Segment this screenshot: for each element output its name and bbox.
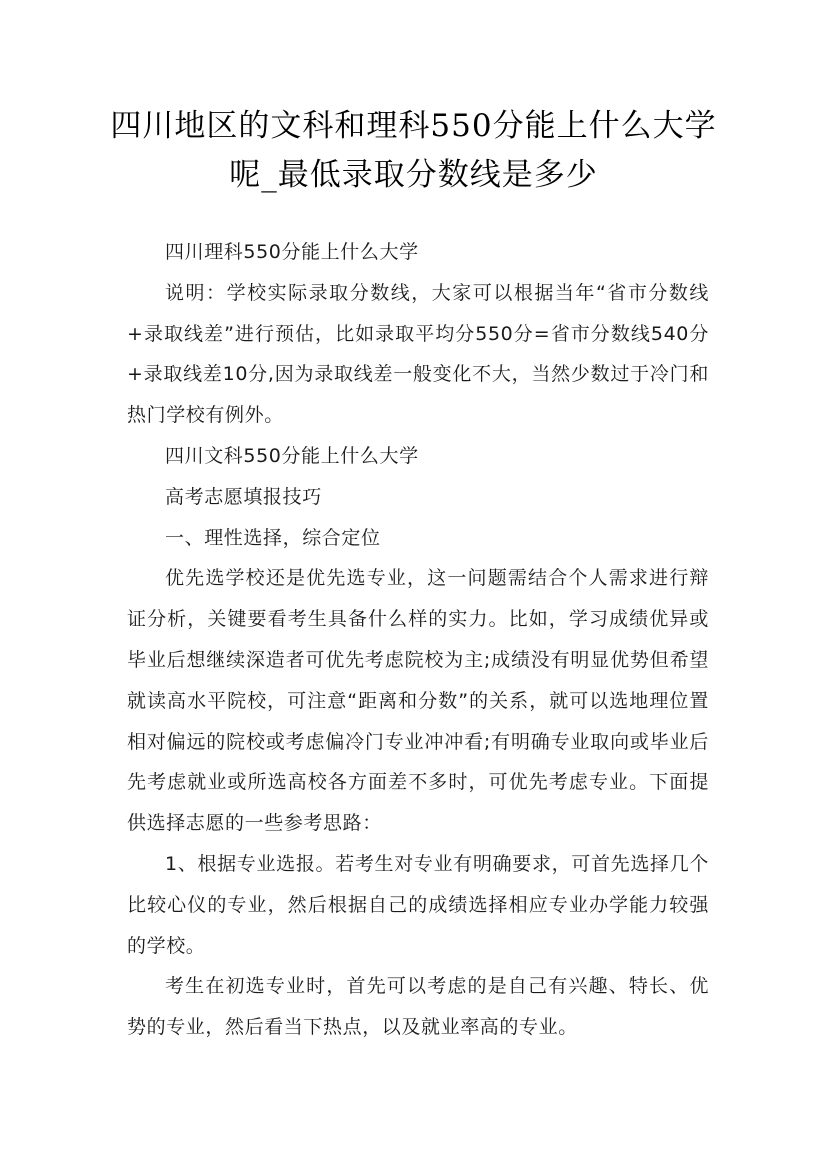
paragraph-explanation: 说明：学校实际录取分数线，大家可以根据当年“省市分数线+录取线差”进行预估，比如录取平均分550分=省市分数线540分+录取线差10分,因为录取线差一般变化不大，当然少数过于冷门和热门学校有例外。 <box>127 281 709 427</box>
document-title: 四川地区的文科和理科550分能上什么大学呢_最低录取分数线是多少 <box>110 108 717 193</box>
document-body <box>127 232 709 1048</box>
section-heading-science: 四川理科550分能上什么大学 <box>165 241 419 263</box>
paragraph-choose-by-major: 1、根据专业选报。若考生对专业有明确要求，可首先选择几个比较心仪的专业，然后根据自己的成绩选择相应专业办学能力较强的学校。 <box>127 852 709 957</box>
section-heading-tips: 高考志愿填报技巧 <box>165 485 322 508</box>
section-heading-arts: 四川文科550分能上什么大学 <box>165 444 419 467</box>
paragraph-initial-major-selection: 考生在初选专业时，首先可以考虑的是自己有兴趣、特长、优势的专业，然后看当下热点，以及就业率高的专业。 <box>127 975 709 1039</box>
paragraph-school-or-major: 优先选学校还是优先选专业，这一问题需结合个人需求进行辩证分析，关键要看考生具备什么样的实力。比如，学习成绩优异或毕业后想继续深造者可优先考虑院校为主;成绩没有明显优势但希望就读高水平院校，可注意“距离和分数”的关系，就可以选地理位置相对偏远的院校或考虑偏冷门专业冲冲看;有明确专业取向或毕业后先考虑就业或所选高校各方面差不多时，可优先考虑专业。下面提供选择志愿的一些参考思路： <box>127 567 709 835</box>
subheading-rational-choice: 一、理性选择，综合定位 <box>165 526 381 549</box>
